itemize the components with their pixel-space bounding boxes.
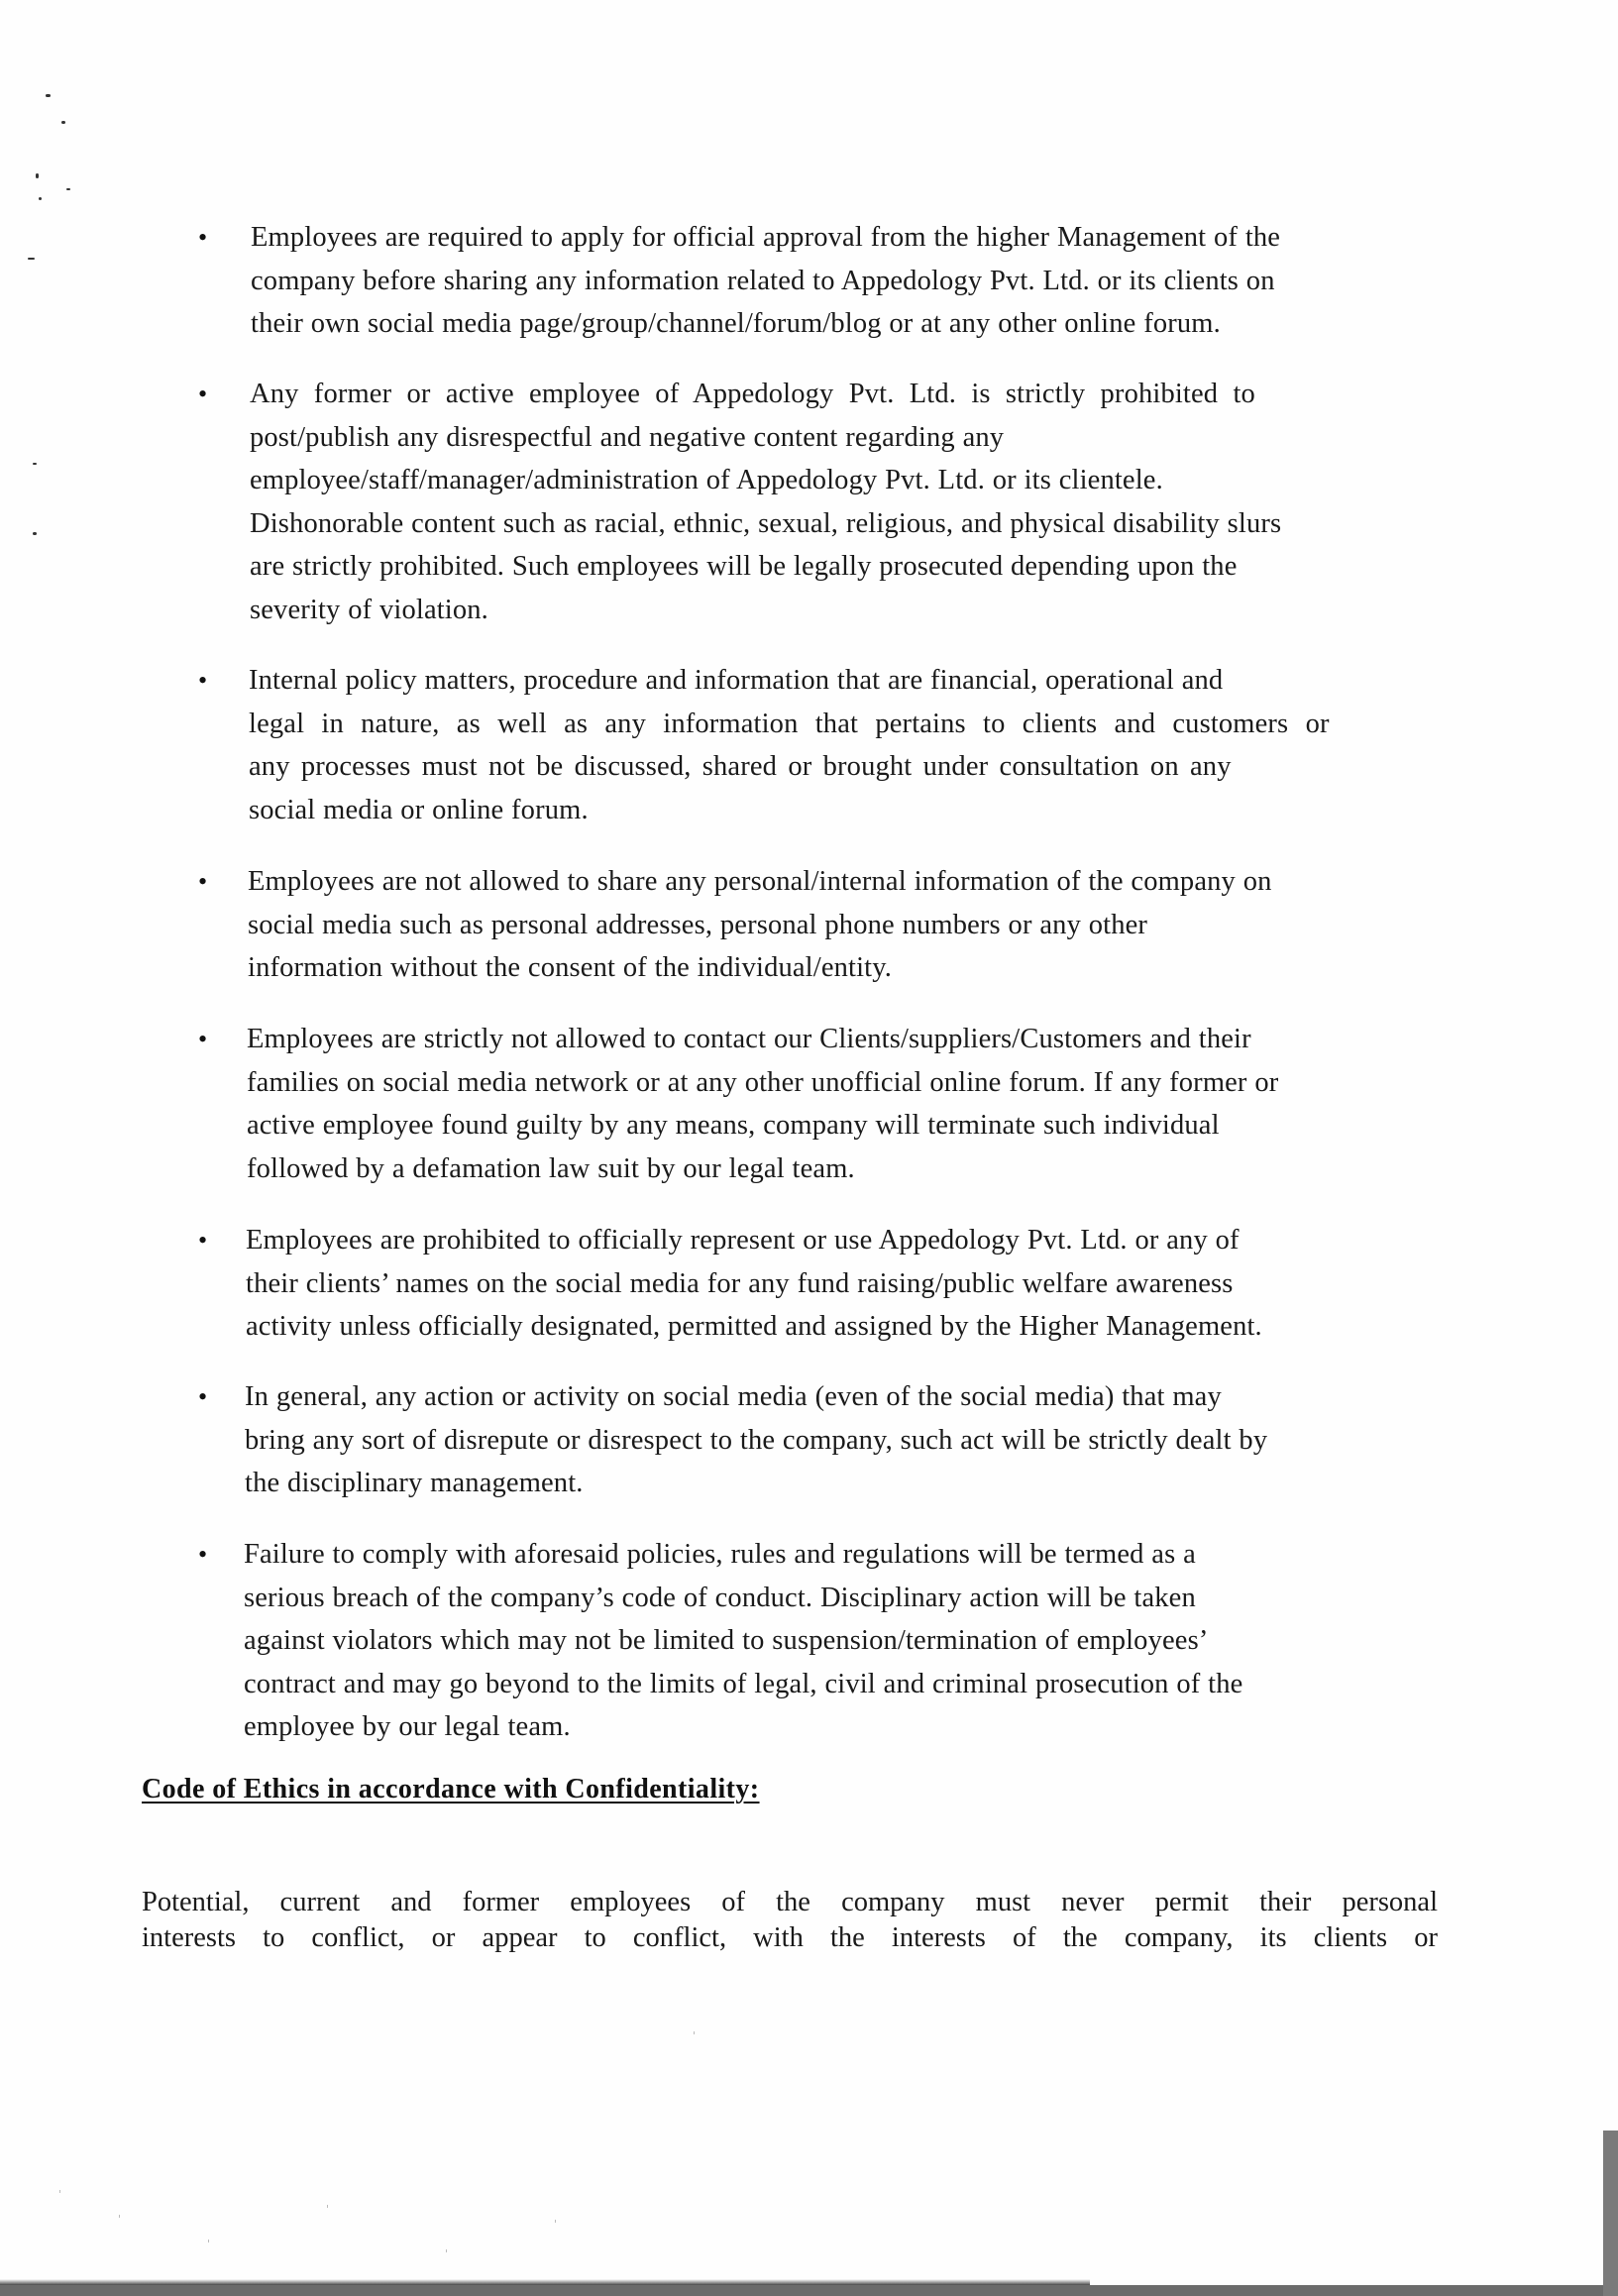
list-item-text [247,1018,1456,1190]
text-line: Any former or active employee of Appedology Pvt. Ltd. is strictly prohibited to [250,379,1255,409]
bullet-icon: • [198,666,208,695]
text-line: employee by our legal team. [244,1711,571,1742]
scan-speck [119,2215,120,2218]
text-line: information without the consent of the individual/entity. [248,952,893,983]
text-line: families on social media network or at any other unofficial online forum. If any former or [247,1066,1279,1098]
text-line: company before sharing any information related to Appedology Pvt. Ltd. or its clients on [251,265,1275,296]
section-heading: Code of Ethics in accordance with Confidentiality: [142,1774,760,1804]
scan-mark [33,463,37,465]
text-line: legal in nature, as well as any information that pertains to clients and customers or [249,708,1330,739]
text-line: interests to conflict, or appear to conflict, with the interests of the company, its clients or [142,1922,1438,1953]
bullet-icon: • [198,380,208,408]
list-item-text [244,1533,1453,1749]
text-line: any processes must not be discussed, shared or brought under consultation on any [249,751,1232,782]
text-line: post/publish any disrespectful and negative content regarding any [250,421,1005,453]
scan-mark [66,188,70,190]
text-line: Internal policy matters, procedure and information that are financial, operational and [249,665,1224,696]
text-line: employee/staff/manager/administration of Appedology Pvt. Ltd. or its clientele. [250,465,1163,495]
text-line: In general, any action or activity on social media (even of the social media) that may [245,1381,1222,1412]
list-item-text [246,1219,1455,1349]
text-line: their clients’ names on the social media for any fund raising/public welfare awareness [246,1267,1234,1299]
text-line: social media or online forum. [249,794,589,825]
text-line: social media such as personal addresses, personal phone numbers or any other [248,909,1148,940]
text-line: Failure to comply with aforesaid policies, rules and regulations will be termed as a [244,1539,1196,1570]
text-line: the disciplinary management. [245,1468,584,1498]
bullet-icon: • [198,1226,208,1255]
text-line: contract and may go beyond to the limits of legal, civil and criminal prosecution of the [244,1668,1243,1699]
text-line: Employees are required to apply for official approval from the higher Management of the [251,222,1281,253]
scan-speck [327,2205,328,2208]
scan-edge-bottom [0,2285,1618,2296]
text-line: followed by a defamation law suit by our legal team. [247,1152,855,1184]
scan-mark [46,94,51,97]
scan-mark [33,532,37,535]
text-line: Employees are not allowed to share any personal/internal information of the company on [248,866,1272,897]
text-line: severity of violation. [250,594,488,625]
scan-mark [39,197,42,200]
list-item-text [250,373,1458,631]
bullet-icon: • [198,1382,208,1411]
list-item-text [251,216,1459,346]
scan-mark [28,258,35,260]
body-paragraph [142,1885,1438,1956]
text-line: are strictly prohibited. Such employees will be legally prosecuted depending upon the [250,551,1238,582]
text-line: active employee found guilty by any means, company will terminate such individual [247,1110,1220,1141]
text-line: against violators which may not be limited to suspension/termination of employees’ [244,1625,1209,1656]
scan-speck [59,2190,60,2193]
text-line: bring any sort of disrepute or disrespect to the company, such act will be strictly dealt by [245,1424,1268,1456]
bullet-icon: • [198,223,208,252]
bullet-icon: • [198,867,208,896]
text-line: Employees are strictly not allowed to contact our Clients/suppliers/Customers and their [247,1024,1251,1054]
text-line: activity unless officially designated, permitted and assigned by the Higher Management. [246,1311,1262,1342]
text-line: Potential, current and former employees of the company must never permit their personal [142,1887,1438,1917]
scan-speck [446,2249,447,2252]
scan-mark [36,173,39,178]
scan-speck [555,2220,556,2223]
bullet-icon: • [198,1025,208,1053]
scan-speck [208,2240,209,2242]
list-item-text [249,659,1457,831]
scan-speck [694,2031,695,2034]
text-line: serious breach of the company’s code of conduct. Disciplinary action will be taken [244,1582,1196,1613]
text-line: Employees are prohibited to officially represent or use Appedology Pvt. Ltd. or any of [246,1225,1240,1256]
bullet-icon: • [198,1540,208,1569]
text-line: Dishonorable content such as racial, ethnic, sexual, religious, and physical disability slurs [250,507,1282,539]
scan-edge-right [1603,2131,1618,2296]
list-item-text [245,1375,1454,1505]
scan-mark [61,121,65,124]
list-item-text [248,860,1456,990]
text-line: their own social media page/group/channel/forum/blog or at any other online forum. [251,308,1221,339]
